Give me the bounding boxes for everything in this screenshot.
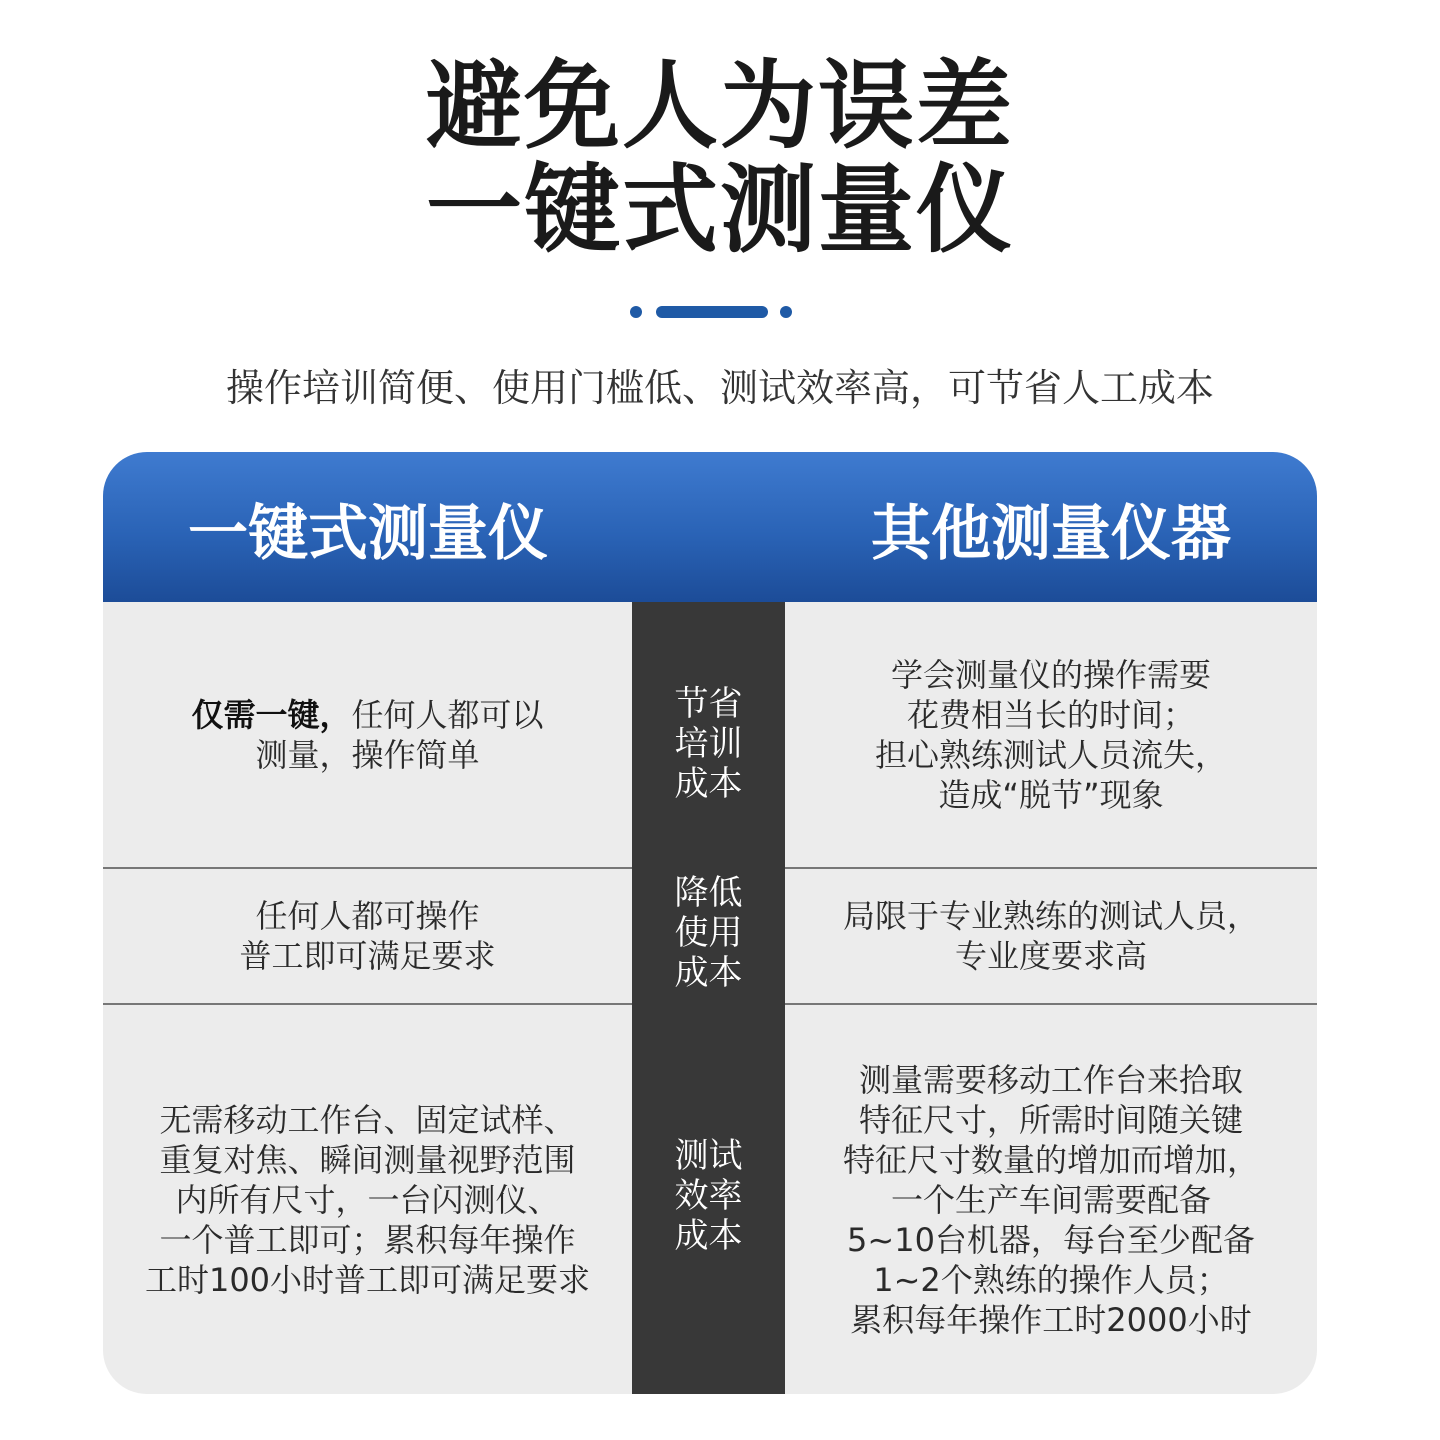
subtitle: 操作培训简便、使用门槛低、测试效率高，可节省人工成本	[225, 366, 1214, 410]
category-label-usage: 降低 使用 成本	[674, 873, 743, 993]
comparison-table	[103, 452, 1317, 1394]
right-cell-usage: 局限于专业熟练的测试人员， 专业度要求高	[842, 897, 1259, 975]
left-cell-training: 仅需一键，任何人都可以 测量，操作简单	[191, 695, 544, 774]
table-header	[103, 452, 1317, 602]
right-cell-training: 学会测量仪的操作需要 花费相当长的时间； 担心熟练测试人员流失， 造成“脱节”现象	[874, 655, 1227, 814]
left-cell-usage: 任何人都可操作 普工即可满足要求	[239, 897, 496, 975]
left-column-title: 一键式测量仪	[188, 499, 548, 569]
page-title-line-1: 避免人为误差	[426, 50, 1014, 162]
decoration-dot-left	[630, 306, 642, 318]
left-cell-efficiency: 无需移动工作台、固定试样、 重复对焦、瞬间测量视野范围 内所有尺寸，一台闪测仪、 一个普工即可；累积每年操作 工时100小时普工即可满足要求	[144, 1100, 591, 1299]
category-label-training: 节省 培训 成本	[674, 684, 743, 804]
category-label-efficiency: 测试 效率 成本	[674, 1136, 743, 1256]
page-title-line-2: 一键式测量仪	[426, 154, 1014, 266]
decoration-bar	[656, 306, 768, 318]
right-column-title: 其他测量仪器	[871, 499, 1231, 569]
decoration-dot-right	[780, 306, 792, 318]
right-cell-efficiency: 测量需要移动工作台来拾取 特征尺寸，所需时间随关键 特征尺寸数量的增加而增加， 一个生产车间需要配备 5~10台机器，每台至少配备 1~2个熟练的操作人员； 累积每年操作工时2000小时	[842, 1060, 1259, 1339]
